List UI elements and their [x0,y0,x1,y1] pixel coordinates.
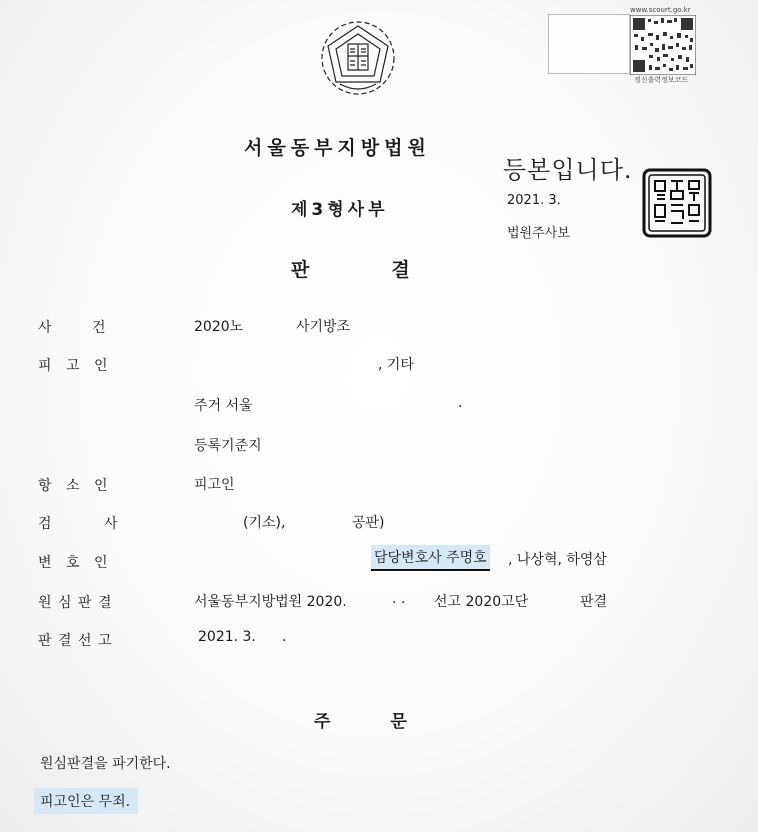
defendant-value: , 기타 [378,357,414,373]
original-judgment-date: . . [392,591,406,607]
case-number: 2020노 [194,319,244,335]
court-emblem-icon [318,18,398,98]
residence-value: 주거 서울 [194,398,253,414]
appellant-value: 피고인 [194,477,235,493]
division-name: 제3형사부 [291,200,389,220]
document-title: 판결 [291,259,492,281]
original-judgment-court: 서울동부지방법원 2020. [194,594,347,610]
official-seal-icon [641,167,713,239]
defendant-label: 피 고 인 [38,358,108,374]
qr-code-icon [630,15,696,75]
counsel-label: 변 호 인 [38,555,108,571]
case-name: 사기방조 [296,319,351,335]
sentencing-label: 판 결 선 고 [38,633,112,649]
appellant-label: 항 소 인 [38,478,108,494]
prosecutor-indictment: (기소), [243,515,286,531]
qr-caption: 정신출력정보코드 [634,76,689,84]
case-label: 사 건 [38,320,106,336]
other-counsel: , 나상혁, 하영삼 [508,552,607,568]
lead-counsel-highlight: 담당변호사 주명호 [371,545,490,571]
original-judgment-suffix: 판결 [580,594,608,610]
original-judgment-case: 선고 2020고단 [434,594,529,610]
certification-officer: 법원주사보 [507,226,570,241]
prosecutor-trial: 공판) [352,515,385,531]
order-line-acquittal: 피고인은 무죄. [34,788,138,814]
order-title: 주문 [314,712,467,732]
registration-base-value: 등록기준지 [194,438,262,454]
order-line-reverse: 원심판결을 파기한다. [40,756,171,772]
certified-copy-stamp: 등본입니다. [503,156,633,184]
sentencing-date-tail: . [282,629,287,645]
prosecutor-label: 검 사 [38,516,118,532]
court-name: 서울동부지방법원 [244,137,431,159]
certification-date: 2021. 3. [507,193,561,208]
original-judgment-label: 원 심 판 결 [38,595,112,611]
sentencing-date: 2021. 3. [198,629,256,645]
qr-url: www.scourt.go.kr [630,6,691,14]
document-id-box [548,14,630,74]
residence-tail: . [458,395,463,411]
